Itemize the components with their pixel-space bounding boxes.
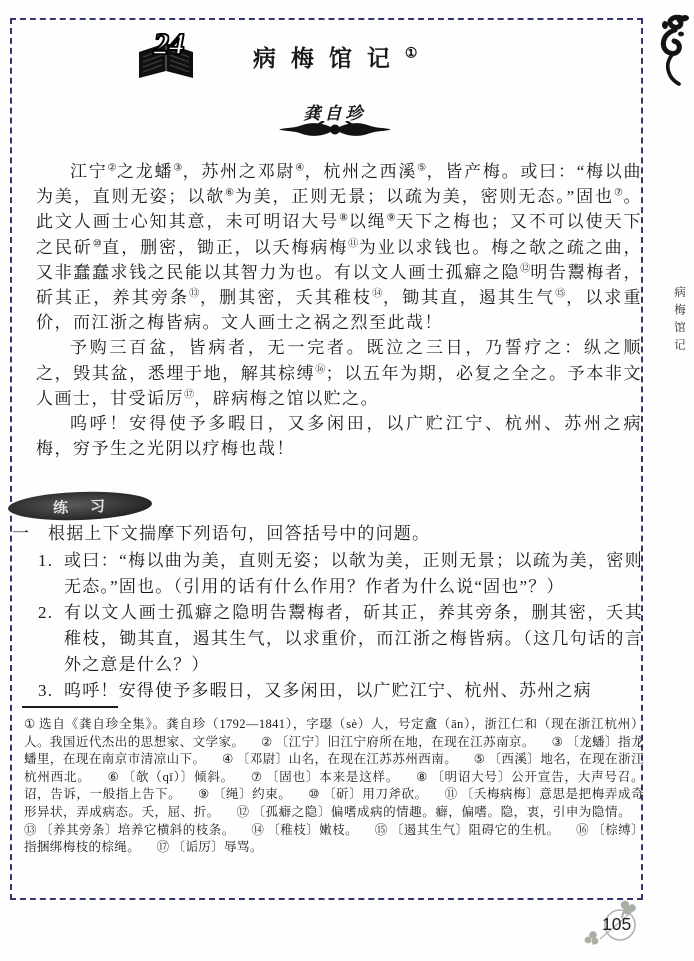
page-number: 105: [602, 914, 632, 934]
footnote-text: 〔欹（qī）〕倾斜。: [122, 769, 234, 784]
footnote-text: 〔稚枝〕嫩枝。: [267, 822, 359, 837]
exercise-item: [38, 678, 643, 704]
exercise-header-label: 练习: [52, 497, 128, 517]
footnote-number: ⑨: [198, 787, 210, 802]
footnote-text: 〔龙蟠〕指龙蟠里，在现在南京市清凉山下。: [24, 734, 644, 767]
footnote-number: ⑭: [251, 822, 265, 837]
footnote-number: ①: [24, 717, 37, 731]
footnote-item: [198, 787, 295, 801]
footnote-item: [222, 752, 461, 766]
footnote-divider: [22, 706, 118, 708]
footnote-item: [251, 823, 361, 837]
footnote-number: ⑯: [576, 822, 590, 837]
exercise-item-text: 呜呼！安得使予多暇日，又多闲田，以广贮江宁、杭州、苏州之病: [64, 681, 592, 700]
footnote-number: ⑤: [473, 752, 486, 767]
exercise-list: [12, 548, 643, 704]
footnote-text: 〔西溪〕地名，在现在浙江杭州西北。: [24, 752, 644, 784]
exercise-item-number: 2.: [38, 603, 54, 622]
footnote-item: [261, 735, 539, 749]
footnote-text: 〔遏其生气〕阻碍它的生机。: [390, 822, 560, 837]
exercise-section: [12, 521, 643, 704]
page-number-area: [578, 898, 650, 950]
footnote-number: ⑮: [374, 822, 388, 837]
footnote-number: ⑥: [107, 769, 120, 784]
exercise-item-number: 1.: [38, 551, 54, 570]
exercise-item: [38, 548, 643, 600]
footnote-number: ⑪: [444, 787, 458, 802]
lesson-number: 24: [153, 26, 185, 61]
exercise-item-number: 3.: [38, 681, 54, 700]
footnote-text: 〔固也〕本来是这样。: [265, 769, 400, 784]
footnote-number: ⑰: [156, 840, 170, 855]
footnote-item: [108, 770, 238, 784]
footnote-item: [308, 787, 431, 801]
footnote-number: ⑩: [308, 787, 321, 802]
exercise-item: [38, 600, 643, 678]
footnote-text: 〔明诏大号〕公开宣告，大声号召。诏，告诉，一般指上告下。: [24, 769, 645, 802]
footnote-text: 〔孤癖之隐〕偏嗜成病的情趣。癖，偏嗜。隐，衷，引申为隐情。: [252, 804, 631, 819]
footnote-number: ⑬: [24, 822, 37, 837]
footnote-item: [251, 770, 403, 784]
footnote-text: 〔斫〕用刀斧砍。: [323, 787, 428, 802]
paragraph-2: 予购三百盆，皆病者，无一完者。既泣之三日，乃誓疗之：纵之顺之，毁其盆，悉埋于地，解其棕缚⑯；以五年为期，必复之全之。予本非文人画士，甘受诟厉⑰，辟病梅之馆以贮之。: [36, 338, 643, 408]
footnote-item: [375, 823, 563, 837]
page-title: 病梅馆记①: [252, 45, 418, 71]
footnote-number: ④: [222, 752, 234, 767]
footnote-text: 〔诟厉〕辱骂。: [172, 840, 263, 855]
footnote-text: 〔养其旁条〕培养它横斜的枝条。: [39, 822, 235, 837]
footnote-text: 〔江宁〕旧江宁府所在地，在现在江苏南京。: [275, 734, 535, 749]
exercise-item-text: 或曰：“梅以曲为美，直则无姿；以欹为美，正则无景；以疏为美，密则无态。”固也。（引用的话有什么作用？作者为什么说“固也”？）: [64, 551, 643, 596]
exercise-intro-row: [12, 521, 643, 547]
paragraph-1: 江宁②之龙蟠③，苏州之邓尉④，杭州之西溪⑤，皆产梅。或曰：“梅以曲为美，直则无姿；以欹⑥为美，正则无景；以疏为美，密则无态。”固也⑦。此文人画士心知其意，未可明诏大号⑧以绳⑨天下之梅也；又不可以使天下之民斫⑩直，删密，锄正，以夭梅病梅⑪为业以求钱也。梅之欹之疏之曲，又非蠢蠢求钱之民能以其智力为也。有以文人画士孤癖之隐⑫明告鬻梅者，斫其正，养其旁条⑬，删其密，夭其稚枝⑭，锄其直，遏其生气⑮，以求重价，而江浙之梅皆病。文人画士之祸之烈至此哉！: [36, 162, 643, 333]
margin-vertical-title: 病梅馆记: [673, 286, 685, 356]
exercise-header-graphic: [8, 489, 153, 522]
footnote-number: ②: [261, 734, 273, 749]
exercise-intro-text: 根据上下文揣摩下列语句，回答括号中的问题。: [48, 524, 431, 543]
footnote-text: 〔棕缚〕指捆绑梅枝的棕绳。: [24, 822, 644, 855]
footnote-text: 〔邓尉〕山名，在现在江苏苏州西南。: [236, 752, 458, 767]
exercise-item-text: 有以文人画士孤癖之隐明告鬻梅者，斫其正，养其旁条，删其密，夭其稚枝，锄其直，遏其生气，以求重价，而江浙之梅皆病。（这几句话的言外之意是什么？）: [64, 603, 643, 674]
section-marker: 一: [12, 524, 31, 543]
footnote-item: [237, 805, 631, 819]
footnote-number: ⑧: [416, 769, 429, 784]
article-body: [36, 159, 642, 461]
footnote-text: 选自《龚自珍全集》。龚自珍（1792—1841），字璱（sè）人，号定盦（ān），浙江仁和（现在浙江杭州）人。我国近代杰出的思想家、文学家。: [24, 717, 644, 749]
floral-corner-ornament-icon: [653, 12, 691, 95]
paragraph-3: 呜呼！安得使予多暇日，又多闲田，以广贮江宁、杭州、苏州之病梅，穷予生之光阴以疗梅也哉！: [36, 414, 642, 459]
footnote-number: ⑦: [250, 769, 263, 784]
footnote-number: ⑫: [236, 804, 250, 819]
footnotes-block: [24, 716, 644, 857]
author-name: 龚自珍: [303, 104, 367, 123]
footnote-item: [157, 840, 263, 854]
flourish-ornament: [35, 121, 635, 143]
footnote-item: [24, 823, 238, 837]
footnote-text: 〔夭梅病梅〕意思是把梅弄成奇形异状，弄成病态。夭，屈、折。: [24, 787, 644, 819]
footnote-number: ③: [551, 734, 564, 749]
footnote-text: 〔绳〕约束。: [212, 787, 292, 802]
